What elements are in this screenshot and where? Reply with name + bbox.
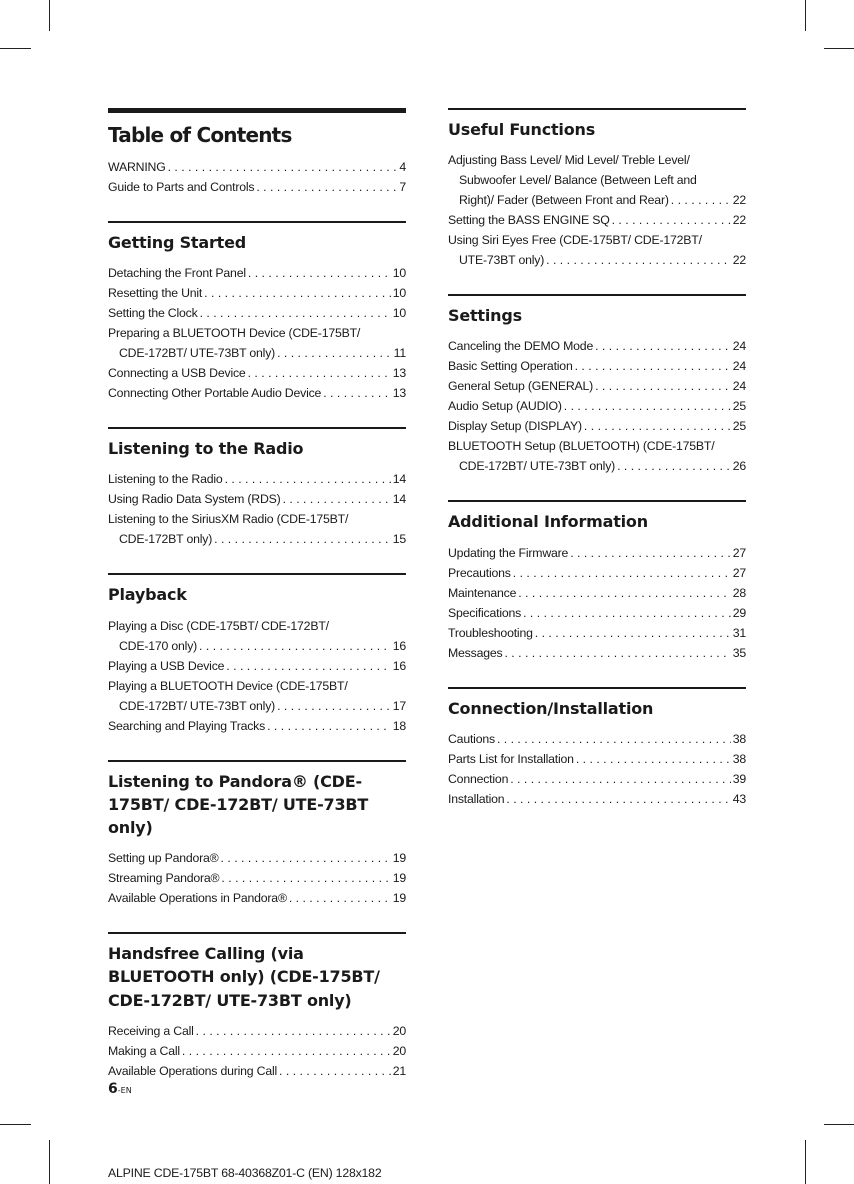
- toc-entry-line: [108, 616, 406, 636]
- toc-entry[interactable]: [108, 868, 406, 888]
- toc-entry[interactable]: [448, 356, 746, 376]
- toc-entry-text: Audio Setup (AUDIO): [448, 399, 562, 414]
- toc-entry-line: [108, 323, 406, 343]
- toc-entry[interactable]: [448, 230, 746, 270]
- toc-page-number: 27: [732, 545, 746, 560]
- toc-entry-line: [108, 177, 406, 197]
- toc-section: [108, 932, 406, 1081]
- toc-entry-line: [448, 210, 746, 230]
- toc-entry-line: [448, 769, 746, 789]
- intro-entries: [108, 157, 406, 197]
- toc-entry[interactable]: [448, 749, 746, 769]
- dot-leader: [283, 489, 391, 509]
- toc-entry-text: Available Operations in Pandora®: [108, 891, 287, 906]
- toc-entry[interactable]: [448, 583, 746, 603]
- toc-page-number: 29: [732, 605, 746, 620]
- dot-leader: [248, 263, 391, 283]
- toc-page-number: 4: [399, 160, 406, 174]
- dot-leader: [612, 210, 731, 230]
- dot-leader: [506, 789, 730, 809]
- toc-entry[interactable]: [448, 789, 746, 809]
- toc-page-number: 38: [732, 751, 746, 766]
- toc-entry-text: Specifications: [448, 605, 522, 620]
- toc-entry-line: [108, 303, 406, 323]
- dot-leader: [570, 543, 731, 563]
- toc-entry[interactable]: [448, 769, 746, 789]
- toc-intro-section: [108, 108, 406, 197]
- toc-entry-line: [108, 888, 406, 908]
- toc-entry-text: Setting the Clock: [108, 306, 198, 321]
- dot-leader: [168, 157, 398, 177]
- toc-entry-line: [108, 469, 406, 489]
- toc-section: [108, 221, 406, 403]
- section-entries: [108, 848, 406, 908]
- toc-entry-line: [448, 749, 746, 769]
- toc-page-number: 38: [732, 731, 746, 746]
- toc-entry-text: Cautions: [448, 731, 495, 746]
- toc-page-number: 26: [732, 459, 746, 474]
- toc-page-number: 11: [393, 346, 406, 361]
- dot-leader: [595, 336, 731, 356]
- toc-entry[interactable]: [448, 396, 746, 416]
- toc-entry-text: Setting the BASS ENGINE SQ: [448, 213, 610, 228]
- dot-leader: [221, 868, 390, 888]
- toc-entry-text: Using Radio Data System (RDS): [108, 492, 281, 507]
- toc-entry-text: Installation: [448, 791, 505, 806]
- toc-section: [448, 294, 746, 476]
- toc-entry-line: [448, 789, 746, 809]
- dot-leader: [204, 283, 391, 303]
- toc-entry-text: Adjusting Bass Level/ Mid Level/ Treble Level/: [448, 153, 690, 168]
- toc-entry-text: Connecting a USB Device: [108, 366, 246, 381]
- toc-entry[interactable]: [448, 643, 746, 663]
- toc-page-number: 19: [392, 871, 406, 886]
- toc-entry-text: Streaming Pandora®: [108, 871, 220, 886]
- section-entries: [448, 336, 746, 476]
- dot-leader: [267, 716, 391, 736]
- toc-entry-line: [448, 563, 746, 583]
- toc-page-number: 35: [732, 645, 746, 660]
- toc-entry-text: Connecting Other Portable Audio Device: [108, 386, 322, 401]
- dot-leader: [225, 469, 391, 489]
- toc-entry[interactable]: [108, 177, 406, 197]
- toc-entry-line: [108, 363, 406, 383]
- toc-entry-text: Listening to the SiriusXM Radio (CDE-175BT/: [108, 512, 349, 527]
- crop-mark: [0, 48, 31, 49]
- toc-entry[interactable]: [108, 383, 406, 403]
- toc-page-number: 14: [392, 492, 406, 507]
- dot-leader: [584, 416, 731, 436]
- toc-page-number: 15: [392, 532, 406, 547]
- toc-entry-text: BLUETOOTH Setup (BLUETOOTH) (CDE-175BT/: [448, 439, 715, 454]
- toc-entry-text: Precautions: [448, 565, 511, 580]
- toc-page-number: 20: [392, 1043, 406, 1058]
- toc-entry-line: [108, 157, 406, 177]
- toc-entry[interactable]: [108, 848, 406, 868]
- toc-page-number: 22: [732, 193, 746, 208]
- toc-entry[interactable]: [448, 563, 746, 583]
- toc-entry-line: [448, 250, 746, 270]
- toc-entry-line: [448, 729, 746, 749]
- toc-page-number: 27: [732, 565, 746, 580]
- crop-mark: [49, 0, 50, 31]
- crop-mark: [805, 0, 806, 31]
- toc-entry-text: Making a Call: [108, 1043, 180, 1058]
- toc-entry-line: [108, 1061, 406, 1081]
- left-sections: [108, 221, 406, 1081]
- toc-entry[interactable]: [108, 888, 406, 908]
- toc-entry[interactable]: [448, 603, 746, 623]
- toc-entry-text: Listening to the Radio: [108, 472, 223, 487]
- section-entries: [108, 616, 406, 736]
- toc-entry[interactable]: [448, 416, 746, 436]
- toc-entry[interactable]: [108, 263, 406, 283]
- toc-entry[interactable]: [108, 1061, 406, 1081]
- right-column: [448, 108, 746, 833]
- dot-leader: [535, 623, 731, 643]
- section-heading: Settings: [448, 306, 522, 326]
- dot-leader: [497, 729, 731, 749]
- dot-leader: [504, 643, 730, 663]
- section-entries: [448, 729, 746, 809]
- dot-leader: [546, 250, 731, 270]
- toc-entry-line: [448, 623, 746, 643]
- toc-entry[interactable]: [448, 543, 746, 563]
- toc-entry-text: Setting up Pandora®: [108, 851, 219, 866]
- toc-entry[interactable]: [108, 656, 406, 676]
- left-column: [108, 108, 406, 1105]
- toc-entry-text: Messages: [448, 645, 503, 660]
- toc-entry-text: Detaching the Front Panel: [108, 266, 246, 281]
- dot-leader: [575, 356, 731, 376]
- toc-entry-text: General Setup (GENERAL): [448, 379, 594, 394]
- dot-leader: [323, 383, 391, 403]
- crop-mark: [824, 1124, 854, 1125]
- dot-leader: [523, 603, 731, 623]
- dot-leader: [182, 1041, 391, 1061]
- toc-page-number: 43: [732, 791, 746, 806]
- toc-page-number: 18: [392, 718, 406, 733]
- toc-page-number: 7: [399, 180, 406, 194]
- dot-leader: [199, 636, 391, 656]
- toc-entry-line: [108, 848, 406, 868]
- dot-leader: [277, 696, 391, 716]
- toc-entry[interactable]: [108, 469, 406, 489]
- section-heading: Useful Functions: [448, 120, 596, 139]
- toc-entry-line: [108, 383, 406, 403]
- section-entries: [108, 1021, 406, 1081]
- toc-page-number: 13: [392, 386, 406, 401]
- toc-entry-text: Preparing a BLUETOOTH Device (CDE-175BT/: [108, 326, 361, 341]
- toc-entry-text: Receiving a Call: [108, 1023, 194, 1038]
- dot-leader: [256, 177, 397, 197]
- toc-entry-text: CDE-170 only): [119, 638, 198, 653]
- toc-entry-line: [448, 230, 746, 250]
- toc-entry-line: [448, 150, 746, 170]
- toc-entry-line: [108, 283, 406, 303]
- toc-page-number: 21: [392, 1063, 406, 1078]
- toc-entry-text: Playing a BLUETOOTH Device (CDE-175BT/: [108, 678, 348, 693]
- page-number-value: 6: [108, 1081, 118, 1097]
- toc-page-number: 31: [732, 625, 746, 640]
- toc-entry[interactable]: [448, 729, 746, 749]
- toc-entry-text: Troubleshooting: [448, 625, 533, 640]
- toc-entry-line: [108, 1021, 406, 1041]
- toc-entry[interactable]: [108, 323, 406, 363]
- toc-entry-text: Playing a Disc (CDE-175BT/ CDE-172BT/: [108, 618, 329, 633]
- crop-mark: [49, 1140, 50, 1184]
- toc-entry[interactable]: [108, 303, 406, 323]
- toc-entry-line: [108, 656, 406, 676]
- toc-page-number: 24: [732, 359, 746, 374]
- toc-entry-text: Available Operations during Call: [108, 1063, 278, 1078]
- toc-page-number: 16: [392, 658, 406, 673]
- toc-page-number: 24: [732, 379, 746, 394]
- toc-entry-text: Right)/ Fader (Between Front and Rear): [459, 193, 669, 208]
- toc-entry[interactable]: [448, 336, 746, 356]
- toc-entry[interactable]: [448, 623, 746, 643]
- toc-entry[interactable]: [108, 157, 406, 177]
- toc-entry-text: CDE-172BT/ UTE-73BT only): [119, 698, 276, 713]
- toc-entry-line: [448, 396, 746, 416]
- section-entries: [448, 543, 746, 663]
- toc-entry-line: [108, 509, 406, 529]
- toc-entry[interactable]: [448, 436, 746, 476]
- toc-page-number: 39: [732, 771, 746, 786]
- toc-entry-line: [108, 676, 406, 696]
- crop-mark: [805, 1140, 806, 1184]
- dot-leader: [617, 456, 731, 476]
- toc-entry-text: WARNING: [108, 160, 166, 174]
- dot-leader: [513, 563, 731, 583]
- toc-entry[interactable]: [108, 509, 406, 549]
- toc-entry-line: [108, 716, 406, 736]
- toc-page-number: 13: [392, 366, 406, 381]
- toc-entry-line: [108, 1041, 406, 1061]
- toc-entry-text: Using Siri Eyes Free (CDE-175BT/ CDE-172BT/: [448, 233, 702, 248]
- toc-section: [448, 108, 746, 270]
- toc-entry-line: [448, 416, 746, 436]
- toc-entry-text: Updating the Firmware: [448, 545, 569, 560]
- toc-entry-text: Canceling the DEMO Mode: [448, 339, 594, 354]
- toc-entry-text: Display Setup (DISPLAY): [448, 419, 582, 434]
- right-sections: [448, 108, 746, 809]
- crop-mark: [0, 1124, 31, 1125]
- section-heading: Listening to Pandora® (CDE-175BT/ CDE-172BT/ UTE-73BT only): [108, 771, 369, 837]
- toc-entry-line: [108, 529, 406, 549]
- toc-page-number: 22: [732, 253, 746, 268]
- toc-entry-line: [448, 436, 746, 456]
- toc-section: [448, 500, 746, 662]
- toc-entry-line: [108, 489, 406, 509]
- toc-entry-line: [448, 603, 746, 623]
- dot-leader: [196, 1021, 391, 1041]
- toc-entry-line: [448, 190, 746, 210]
- toc-entry-text: UTE-73BT only): [459, 253, 545, 268]
- toc-page-number: 25: [732, 419, 746, 434]
- toc-entry[interactable]: [108, 1021, 406, 1041]
- dot-leader: [289, 888, 391, 908]
- toc-page-number: 28: [732, 585, 746, 600]
- dot-leader: [595, 376, 731, 396]
- dot-leader: [564, 396, 731, 416]
- toc-page-number: 25: [732, 399, 746, 414]
- toc-page-number: 17: [392, 698, 406, 713]
- toc-entry-line: [108, 696, 406, 716]
- toc-entry[interactable]: [108, 489, 406, 509]
- section-heading: Additional Information: [448, 512, 648, 532]
- toc-entry-line: [448, 456, 746, 476]
- toc-entry-line: [448, 543, 746, 563]
- toc-entry[interactable]: [448, 150, 746, 210]
- toc-entry[interactable]: [108, 616, 406, 656]
- toc-entry-text: Searching and Playing Tracks: [108, 718, 266, 733]
- toc-entry-line: [108, 263, 406, 283]
- section-heading: Handsfree Calling (via BLUETOOTH only) (CDE-175BT/ CDE-172BT/ UTE-73BT only): [108, 944, 380, 1010]
- toc-page-number: 19: [392, 851, 406, 866]
- dot-leader: [576, 749, 731, 769]
- section-heading: Playback: [108, 585, 187, 605]
- toc-page-number: 22: [732, 213, 746, 228]
- toc-entry-line: [108, 868, 406, 888]
- toc-section: [448, 687, 746, 809]
- section-entries: [448, 150, 746, 270]
- toc-entry-line: [448, 643, 746, 663]
- toc-entry-line: [108, 636, 406, 656]
- toc-entry[interactable]: [108, 1041, 406, 1061]
- toc-entry-line: [448, 376, 746, 396]
- toc-page-number: 10: [392, 266, 406, 281]
- toc-page-number: 20: [392, 1023, 406, 1038]
- toc-entry-text: Guide to Parts and Controls: [108, 180, 255, 194]
- toc-page-number: 16: [392, 638, 406, 653]
- dot-leader: [248, 363, 391, 383]
- toc-entry-text: Connection: [448, 771, 509, 786]
- print-footer: ALPINE CDE-175BT 68-40368Z01-C (EN) 128x182: [108, 1166, 382, 1180]
- dot-leader: [226, 656, 390, 676]
- toc-entry-line: [448, 356, 746, 376]
- toc-entry-text: Resetting the Unit: [108, 286, 203, 301]
- toc-page-number: 10: [392, 306, 406, 321]
- toc-entry-line: [448, 170, 746, 190]
- toc-entry-text: Subwoofer Level/ Balance (Between Left and: [459, 173, 697, 188]
- crop-mark: [824, 48, 854, 49]
- toc-entry[interactable]: [108, 363, 406, 383]
- toc-page-number: 14: [392, 472, 406, 487]
- toc-entry-text: CDE-172BT only): [119, 532, 213, 547]
- toc-entry-line: [448, 336, 746, 356]
- toc-section: [108, 427, 406, 549]
- dot-leader: [200, 303, 391, 323]
- toc-entry[interactable]: [108, 676, 406, 716]
- dot-leader: [510, 769, 731, 789]
- toc-section: [108, 573, 406, 735]
- dot-leader: [221, 848, 391, 868]
- toc-entry-text: Basic Setting Operation: [448, 359, 573, 374]
- toc-page-number: 19: [392, 891, 406, 906]
- dot-leader: [518, 583, 731, 603]
- dot-leader: [214, 529, 391, 549]
- toc-entry-text: Maintenance: [448, 585, 517, 600]
- toc-entry-text: CDE-172BT/ UTE-73BT only): [459, 459, 616, 474]
- toc-entry-line: [448, 583, 746, 603]
- toc-page-number: 24: [732, 339, 746, 354]
- section-heading: Connection/Installation: [448, 698, 654, 718]
- page-number-suffix: -EN: [117, 1086, 132, 1095]
- toc-entry[interactable]: [448, 376, 746, 396]
- page-number: [108, 1081, 132, 1097]
- toc-section: [108, 760, 406, 909]
- section-heading: Getting Started: [108, 233, 246, 252]
- toc-entry-line: [108, 343, 406, 363]
- section-entries: [108, 263, 406, 403]
- toc-entry[interactable]: [108, 716, 406, 736]
- section-heading: Listening to the Radio: [108, 439, 304, 459]
- toc-page-number: 10: [392, 286, 406, 301]
- toc-entry-text: CDE-172BT/ UTE-73BT only): [119, 346, 276, 361]
- section-entries: [108, 469, 406, 549]
- toc-entry[interactable]: [108, 283, 406, 303]
- dot-leader: [277, 343, 392, 363]
- page-title: Table of Contents: [108, 123, 292, 147]
- dot-leader: [279, 1061, 391, 1081]
- toc-entry-text: Playing a USB Device: [108, 658, 225, 673]
- toc-entry-text: Parts List for Installation: [448, 751, 574, 766]
- toc-entry[interactable]: [448, 210, 746, 230]
- dot-leader: [671, 190, 731, 210]
